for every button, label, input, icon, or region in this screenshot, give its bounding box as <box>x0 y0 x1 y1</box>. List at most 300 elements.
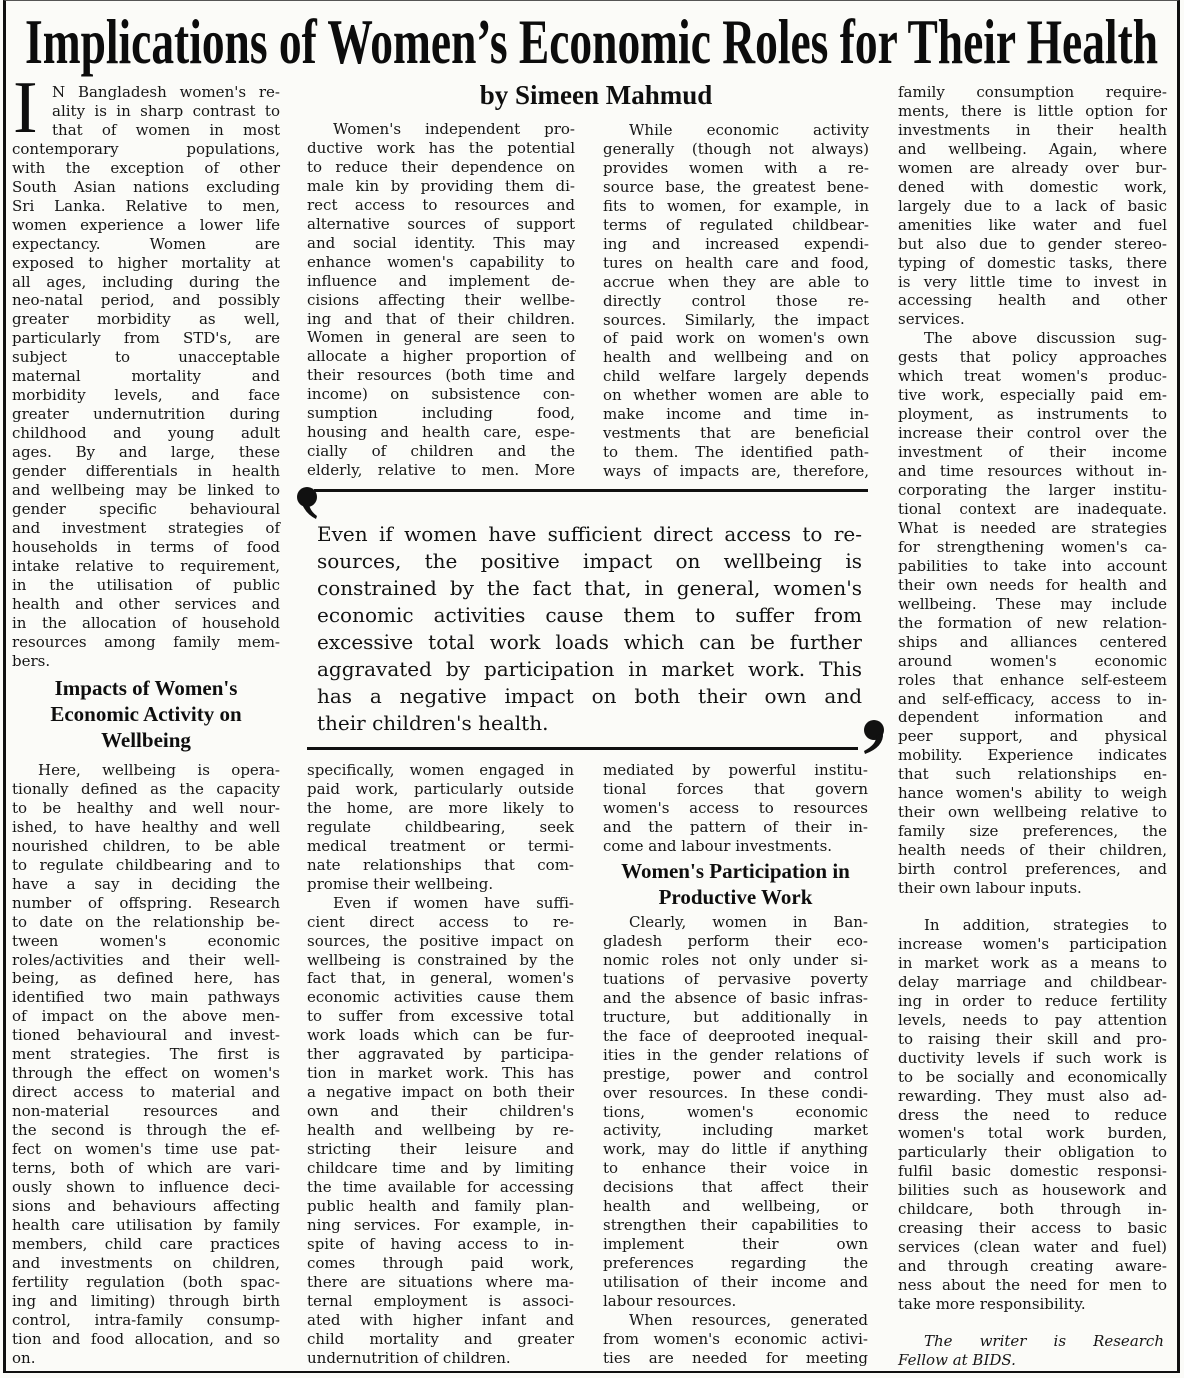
text-line-text: and social identity. This may <box>307 233 575 252</box>
text-line <box>307 951 574 970</box>
pull-quote-line-text: their children's health. <box>317 711 549 735</box>
text-line <box>12 367 280 386</box>
text-line-text: ment strategies. The first is <box>12 1045 280 1064</box>
text-line-text: women's total work burden, <box>898 1124 1167 1143</box>
text-line-text: make income and time in- <box>603 405 869 424</box>
text-line-text: tween women's economic <box>12 931 280 950</box>
text-line-text: fact that, in general, women's <box>307 969 574 988</box>
text-line-text: When resources, generated <box>629 1311 868 1330</box>
text-line <box>12 1121 280 1140</box>
column-3-lower-lead <box>603 761 868 856</box>
text-line-text: fulfil basic domestic responsi- <box>898 1162 1167 1181</box>
text-line <box>12 837 280 856</box>
text-line-text: health care utilisation by family <box>12 1215 280 1234</box>
text-line-text: through the effect on women's <box>12 1064 280 1083</box>
text-line-text: and investments on children, <box>12 1253 280 1272</box>
text-line <box>307 291 575 310</box>
text-line <box>603 1159 868 1178</box>
text-line-text: to regulate childbearing and to <box>12 855 280 874</box>
text-line-text: identified two main pathways <box>12 988 280 1007</box>
pull-quote-line-text: excessive total work loads which can be further <box>317 630 862 654</box>
text-line-text: which treat women's produc- <box>898 367 1167 386</box>
text-line <box>12 988 280 1007</box>
text-line <box>603 348 869 367</box>
text-line <box>603 1216 868 1235</box>
text-line-text: of impact on the above men- <box>12 1007 280 1026</box>
text-line-text: and wellbeing. Again, where <box>898 139 1167 158</box>
text-line <box>898 443 1167 462</box>
text-line <box>12 614 280 633</box>
text-line <box>603 462 869 481</box>
text-line-text: stricting their leisure and <box>307 1140 574 1159</box>
text-line-text: nomic roles not only under si- <box>603 950 868 969</box>
text-line-text: sumption including food, <box>307 404 575 423</box>
text-line <box>307 969 574 988</box>
text-line-text: and investment strategies of <box>12 518 280 537</box>
text-line-text: prestige, power and control <box>603 1064 868 1083</box>
text-line <box>307 177 575 196</box>
text-line <box>603 932 868 951</box>
text-line-text: intake relative to requirement, <box>12 556 280 575</box>
text-line <box>898 424 1167 443</box>
text-line <box>898 310 1167 329</box>
text-line <box>12 894 280 913</box>
text-line-text: ing and that of their children. <box>307 309 575 328</box>
text-line <box>307 442 575 461</box>
text-line <box>898 633 1167 652</box>
text-line-text: elderly, relative to men. More <box>307 461 575 480</box>
text-line <box>603 780 868 799</box>
text-line-text: for strengthening women's ca- <box>898 537 1167 556</box>
text-line <box>603 1197 868 1216</box>
text-line-text: and time resources without in- <box>898 462 1167 481</box>
text-line <box>603 1292 868 1311</box>
text-line <box>898 538 1167 557</box>
text-line-text: there are situations where ma- <box>307 1272 574 1291</box>
text-line-text: childcare time and by limiting <box>307 1159 574 1178</box>
text-line-text: women are already over bur- <box>898 158 1167 177</box>
text-line-text: labour resources. <box>603 1292 737 1311</box>
text-line <box>898 765 1167 784</box>
text-line <box>898 690 1167 709</box>
text-line-text: child welfare largely depends <box>603 367 869 386</box>
text-line <box>603 1235 868 1254</box>
text-line-text: promise their wellbeing. <box>307 874 494 893</box>
text-line <box>307 1178 574 1197</box>
text-line-text: child mortality and greater <box>307 1329 574 1348</box>
text-line <box>898 1030 1167 1049</box>
text-line <box>603 424 869 443</box>
text-line <box>898 1276 1167 1295</box>
text-line <box>603 140 869 159</box>
text-line <box>12 1102 280 1121</box>
text-line-text: cially of children and the <box>307 442 575 461</box>
text-line-text: their own needs for health and <box>898 575 1167 594</box>
text-line-text: Clearly, women in Ban- <box>629 913 868 931</box>
text-line <box>898 954 1167 973</box>
text-line <box>603 254 869 273</box>
text-line <box>307 856 574 875</box>
text-line-text: greater morbidity as well, <box>12 310 280 329</box>
text-line <box>898 500 1167 519</box>
text-line-text: services. <box>898 310 965 329</box>
text-line-text: the home, are more likely to <box>307 798 574 817</box>
text-line <box>307 461 575 480</box>
text-line <box>12 405 280 424</box>
text-line <box>603 235 869 254</box>
text-line <box>603 1008 868 1027</box>
text-line <box>12 1292 280 1311</box>
text-line <box>898 367 1167 386</box>
text-line <box>898 1106 1167 1125</box>
text-line <box>898 576 1167 595</box>
text-line-text: to raising their skill and pro- <box>898 1029 1167 1048</box>
text-line <box>898 708 1167 727</box>
text-line-text: that such relationships en- <box>898 765 1167 784</box>
text-line <box>603 1027 868 1046</box>
text-line-text: all ages, including during the <box>12 272 280 291</box>
text-line <box>603 311 869 330</box>
text-line <box>307 139 575 158</box>
text-line <box>307 215 575 234</box>
text-line-text: gladesh perform their eco- <box>603 931 868 950</box>
text-line-text: amenities like water and fuel <box>898 215 1167 234</box>
text-line-text: corporating the larger institu- <box>898 481 1167 500</box>
text-line-text: subject to unacceptable <box>12 348 280 367</box>
text-line <box>307 1064 574 1083</box>
text-line-text: contemporary populations, <box>12 139 280 158</box>
text-line-text: public health and family plan- <box>307 1196 574 1215</box>
text-line-text: from women's economic activi- <box>603 1329 868 1348</box>
text-line-text: cient direct access to re- <box>307 912 574 931</box>
text-line-text: their resources (both time and <box>307 366 575 385</box>
text-line-text: generally (though not always) <box>603 139 869 158</box>
text-line-text: sources, the positive impact on <box>307 931 574 950</box>
text-line <box>307 837 574 856</box>
text-line-text: housing and health care, espe- <box>307 423 575 442</box>
text-line-text: over resources. In these condi- <box>603 1083 868 1102</box>
text-line <box>12 1235 280 1254</box>
text-line <box>307 1330 574 1349</box>
text-line-text: roles/activities and their well- <box>12 950 280 969</box>
text-line <box>12 1273 280 1292</box>
text-line-text: ing and limiting) through birth <box>12 1291 280 1310</box>
text-line <box>898 178 1167 197</box>
text-line-text: households in terms of food <box>12 537 280 556</box>
pull-quote-line-text: aggravated by participation in market work. This <box>317 657 862 681</box>
text-line <box>307 932 574 951</box>
text-line <box>12 443 280 462</box>
text-line-text: utilisation of their income and <box>603 1273 868 1292</box>
text-line-text: ously shown to influence deci- <box>12 1177 280 1196</box>
text-line <box>898 992 1167 1011</box>
text-line-text: women experience a lower life <box>12 215 280 234</box>
text-line <box>307 1102 574 1121</box>
text-line <box>603 989 868 1008</box>
text-line-text: Here, wellbeing is opera- <box>38 761 280 779</box>
text-line <box>307 328 575 347</box>
text-line <box>307 1349 574 1368</box>
text-line <box>898 822 1167 841</box>
text-line <box>12 799 280 818</box>
text-line-text: increase women's participation <box>898 934 1167 953</box>
text-line-text: ages. By and large, these <box>12 443 280 462</box>
text-line-text: wellbeing is constrained by the <box>307 950 574 969</box>
text-line-text: largely due to a lack of basic <box>898 196 1167 215</box>
text-line <box>307 1140 574 1159</box>
text-line <box>12 386 280 405</box>
text-line <box>898 1200 1167 1219</box>
text-line <box>898 1068 1167 1087</box>
text-line-text: ated with higher infant and <box>307 1310 574 1329</box>
column-3-participation <box>603 913 868 1368</box>
pull-quote-bottom-rule <box>307 747 858 750</box>
text-line-text: undernutrition of children. <box>307 1348 511 1367</box>
pull-quote-line <box>317 710 862 737</box>
pull-quote-line-text: constrained by the fact that, in general, women's <box>317 576 862 600</box>
text-line <box>898 273 1167 292</box>
text-line <box>12 273 280 292</box>
text-line <box>12 652 280 671</box>
text-line <box>307 1197 574 1216</box>
text-line-text: their own labour inputs. <box>898 879 1082 898</box>
text-line <box>12 1349 280 1368</box>
pull-quote-line <box>317 548 862 575</box>
text-line <box>898 1124 1167 1143</box>
text-line <box>898 291 1167 310</box>
text-line-text: accrue when they are able to <box>603 272 869 291</box>
text-line-text: enhance women's capability to <box>307 252 575 271</box>
text-line <box>12 178 280 197</box>
text-line-text: and through creating aware- <box>898 1257 1167 1276</box>
text-line <box>307 234 575 253</box>
text-line-text: and self-efficacy, access to in- <box>898 689 1167 708</box>
text-line-text: exposed to higher mortality at <box>12 253 280 272</box>
text-line-text: their own wellbeing relative to <box>898 803 1167 822</box>
text-line <box>603 386 869 405</box>
section-heading-impacts <box>12 675 280 753</box>
author-note <box>898 1332 1164 1370</box>
text-line-text: with the exception of other <box>12 158 280 177</box>
text-line <box>898 1181 1167 1200</box>
drop-cap: I <box>13 67 38 149</box>
section-heading-line: Economic Activity on <box>50 702 242 726</box>
text-line-text: N Bangladesh women's re- <box>52 83 280 101</box>
text-line-text: typing of domestic tasks, there <box>898 253 1167 272</box>
text-line <box>12 913 280 932</box>
text-line <box>12 121 280 140</box>
text-line <box>307 799 574 818</box>
text-line-text: cisions affecting their wellbe- <box>307 290 575 309</box>
text-line <box>603 216 869 235</box>
text-line-text: of paid work on women's own <box>603 329 869 348</box>
text-line-text: ness about the need for men to <box>898 1276 1167 1295</box>
text-line-text: a negative impact on both their <box>307 1083 574 1102</box>
text-line <box>307 196 575 215</box>
text-line-text: number of offspring. Research <box>12 893 280 912</box>
text-line <box>12 595 280 614</box>
text-line-text: tive work, especially paid em- <box>898 386 1167 405</box>
text-line-text: implement their own <box>603 1235 868 1254</box>
text-line-text: South Asian nations excluding <box>12 177 280 196</box>
pull-quote-line <box>317 656 862 683</box>
text-line-text: terns, both of which are vari- <box>12 1159 280 1178</box>
text-line <box>12 780 280 799</box>
text-line-text: vestments that are beneficial <box>603 424 869 443</box>
text-line-text: economic activities cause them <box>307 988 574 1007</box>
text-line-text: come and labour investments. <box>603 836 833 855</box>
text-line <box>898 197 1167 216</box>
text-line-text: childcare, both through in- <box>898 1200 1167 1219</box>
text-line-text: While economic activity <box>629 121 869 139</box>
text-line <box>898 935 1167 954</box>
text-line <box>307 423 575 442</box>
text-line-text: health and wellbeing by re- <box>307 1121 574 1140</box>
text-line <box>307 1235 574 1254</box>
column-2-upper <box>307 120 575 480</box>
text-line <box>898 140 1167 159</box>
text-line <box>12 875 280 894</box>
text-line-text: have a say in deciding the <box>12 874 280 893</box>
text-line <box>898 746 1167 765</box>
text-line <box>603 197 869 216</box>
text-line-text: in the utilisation of public <box>12 575 280 594</box>
text-line <box>307 1045 574 1064</box>
text-line-text: tionally defined as the capacity <box>12 779 280 798</box>
text-line <box>12 557 280 576</box>
text-line-text: increase their control over the <box>898 424 1167 443</box>
text-line <box>12 235 280 254</box>
text-line <box>898 784 1167 803</box>
text-line <box>898 121 1167 140</box>
text-line-text: ning services. For example, in- <box>307 1215 574 1234</box>
text-line <box>12 197 280 216</box>
text-line <box>12 291 280 310</box>
author-note-line-text: Fellow at BIDS. <box>898 1350 1016 1369</box>
pull-quote-line <box>317 629 862 656</box>
text-line <box>307 385 575 404</box>
text-line <box>898 386 1167 405</box>
text-line-text: Women in general are seen to <box>307 328 575 347</box>
text-line-text: own and their children's <box>307 1102 574 1121</box>
text-line-text: spite of having access to in- <box>307 1234 574 1253</box>
text-line <box>12 856 280 875</box>
text-line <box>898 671 1167 690</box>
text-line-text: ployment, as instruments to <box>898 405 1167 424</box>
text-line <box>307 1292 574 1311</box>
pull-quote-line <box>317 683 862 710</box>
text-line-text: tion and food allocation, and so <box>12 1329 280 1348</box>
text-line-text: morbidity levels, and face <box>12 386 280 405</box>
text-line-text: expectancy. Women are <box>12 234 280 253</box>
text-line-text: particularly from STD's, are <box>12 329 280 348</box>
pull-quote-top-rule <box>314 489 868 492</box>
text-line <box>307 1007 574 1026</box>
text-line <box>307 818 574 837</box>
text-line <box>603 292 869 311</box>
text-line-text: bilities such as housework and <box>898 1181 1167 1200</box>
text-line <box>307 366 575 385</box>
text-line <box>603 799 868 818</box>
text-line-text: and wellbeing may be linked to <box>12 481 280 500</box>
text-line-text: investment of their income <box>898 443 1167 462</box>
text-line <box>898 254 1167 273</box>
text-line <box>12 500 280 519</box>
text-line <box>898 1162 1167 1181</box>
text-line-text: on. <box>12 1348 36 1367</box>
text-line <box>603 818 868 837</box>
text-line-text: creasing their access to basic <box>898 1219 1167 1238</box>
text-line <box>898 519 1167 538</box>
text-line <box>12 1178 280 1197</box>
text-line <box>307 913 574 932</box>
text-line <box>12 1216 280 1235</box>
text-line-text: neo-natal period, and possibly <box>12 291 280 310</box>
text-line <box>898 481 1167 500</box>
text-line-text: particularly their obligation to <box>898 1143 1167 1162</box>
text-line-text: allocate a higher proportion of <box>307 347 575 366</box>
text-line-text: take more responsibility. <box>898 1295 1086 1314</box>
author-note-line <box>898 1332 1164 1351</box>
text-line <box>898 595 1167 614</box>
text-line-text: to date on the relationship be- <box>12 912 280 931</box>
pull-quote-line <box>317 521 862 548</box>
text-line-text: gests that policy approaches <box>898 348 1167 367</box>
text-line <box>12 254 280 273</box>
text-line-text: male kin by providing them di- <box>307 176 575 195</box>
text-line <box>307 1026 574 1045</box>
text-line-text: ductivity levels if such work is <box>898 1048 1167 1067</box>
text-line-text: ments, there is little option for <box>898 101 1167 120</box>
text-line <box>12 140 280 159</box>
text-line-text: dress the need to reduce <box>898 1105 1167 1124</box>
text-line-text: greater undernutrition during <box>12 405 280 424</box>
pull-quote <box>317 521 862 737</box>
text-line-text: but also due to gender stereo- <box>898 234 1167 253</box>
text-line <box>12 1311 280 1330</box>
text-line <box>898 973 1167 992</box>
text-line-text: members, child care practices <box>12 1234 280 1253</box>
text-line-text: the time available for accessing <box>307 1177 574 1196</box>
text-line-text: maternal mortality and <box>12 367 280 386</box>
text-line-text: sions and behaviours affecting <box>12 1196 280 1215</box>
text-line-text: ing and increased expendi- <box>603 234 869 253</box>
text-line-text: tructure, but additionally in <box>603 1007 868 1026</box>
text-line <box>898 652 1167 671</box>
text-line <box>898 916 1167 935</box>
text-line <box>12 216 280 235</box>
text-line-text: ther aggravated by participa- <box>307 1045 574 1064</box>
text-line <box>603 761 868 780</box>
text-line-text: ties are needed for meeting <box>603 1348 868 1367</box>
text-line-text: women's access to resources <box>603 798 868 817</box>
text-line-text: dened with domestic work, <box>898 177 1167 196</box>
section-heading-line: Wellbeing <box>101 728 191 752</box>
text-line-text: ing in order to reduce fertility <box>898 991 1167 1010</box>
text-line <box>12 1140 280 1159</box>
column-3-upper <box>603 121 869 481</box>
pull-quote-line <box>317 602 862 629</box>
text-line <box>898 727 1167 746</box>
text-line <box>603 443 869 462</box>
text-line <box>898 1049 1167 1068</box>
text-line-text: paid work, particularly outside <box>307 779 574 798</box>
text-line-text: ality is in sharp contrast to <box>52 101 280 120</box>
text-line <box>307 310 575 329</box>
open-quote-icon <box>294 484 324 520</box>
text-line-text: tional context are inadequate. <box>898 499 1167 518</box>
text-line-text: birth control preferences, and <box>898 860 1167 879</box>
